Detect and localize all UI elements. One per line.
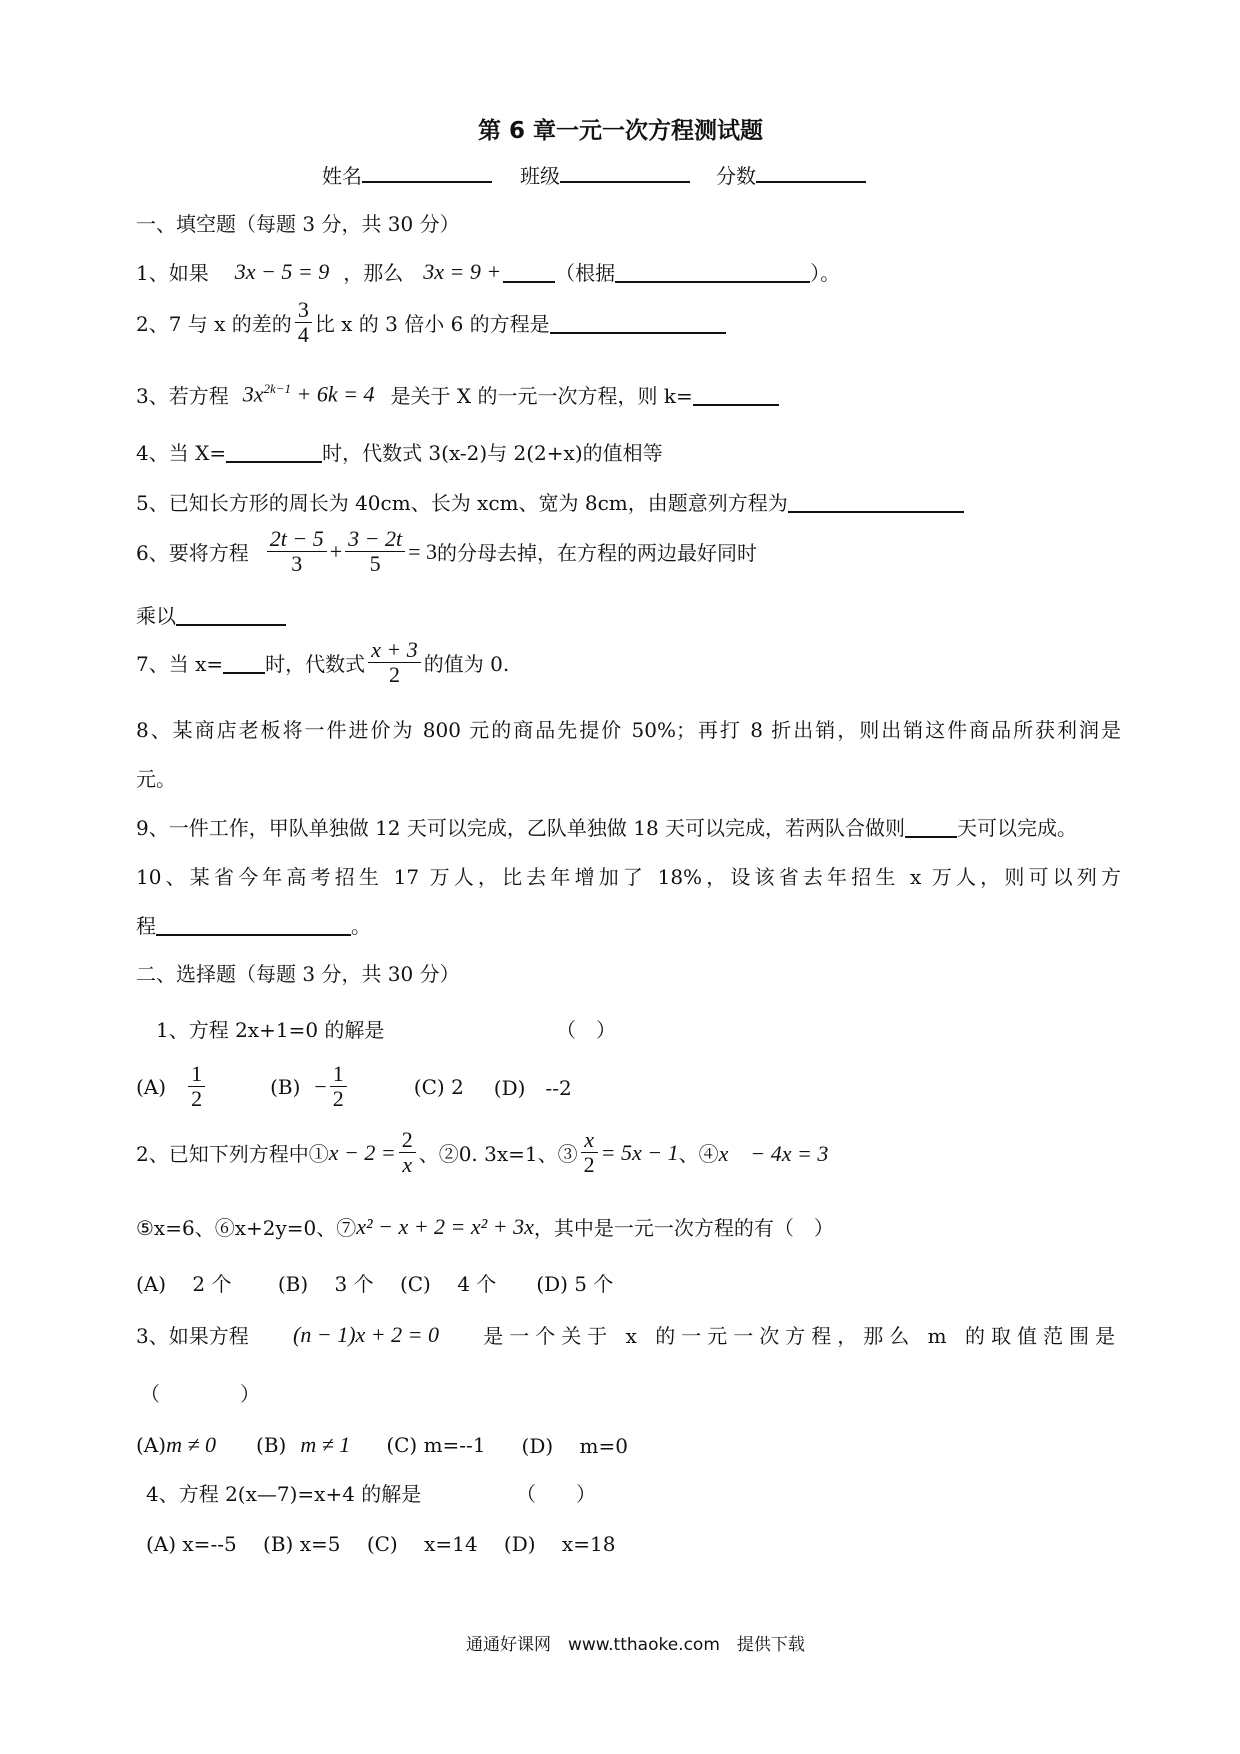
class-field[interactable] — [520, 160, 690, 189]
c3-option-c[interactable]: (C) m=--1 — [386, 1432, 486, 1457]
q3-equation — [243, 381, 375, 407]
c2-equation-7: x² − x + 2 = x² + 3x — [356, 1213, 534, 1239]
q2-text-b: 比 x 的 3 倍小 6 的方程是 — [314, 312, 550, 336]
q7-fraction — [368, 638, 421, 687]
c3-option-a-eq: m ≠ 0 — [166, 1431, 217, 1457]
q7-text-c: 的值为 0. — [423, 652, 510, 676]
fill-question-3 — [136, 380, 779, 409]
q3-eq-exponent: 2k−1 — [263, 381, 292, 397]
name-blank[interactable] — [362, 161, 492, 183]
choice-question-2-options[interactable]: (A) 2 个 (B) 3 个 (C) 4 个 (D) 5 个 — [136, 1272, 614, 1296]
choice-question-4-options[interactable]: (A) x=--5 (B) x=5 (C) x=14 (D) x=18 — [146, 1532, 616, 1556]
q6-fraction-1-numerator: 2t − 5 — [267, 527, 327, 552]
q7-fraction-numerator: x + 3 — [368, 638, 421, 663]
choice-question-1-answer-paren[interactable]: （ ） — [556, 1018, 616, 1042]
q6-fraction-1-denominator: 3 — [291, 551, 303, 576]
choice-question-2 — [136, 1128, 828, 1177]
page-title: 第 6 章一元一次方程测试题 — [478, 118, 764, 144]
c2-text-c: 、④ — [678, 1142, 719, 1166]
c3-text-b: 是一个关于 x 的一元一次方程，那么 m 的取值范围是 — [483, 1324, 1121, 1348]
choice-question-3-options — [136, 1430, 628, 1459]
c2-eq3-denominator: 2 — [583, 1152, 595, 1177]
fill-question-2 — [136, 298, 726, 347]
section2-heading: 二、选择题（每题 3 分，共 30 分） — [136, 962, 460, 986]
c2-text-b: 、②0. 3x=1、③ — [418, 1142, 578, 1166]
c1-option-c[interactable]: (C) 2 — [413, 1074, 464, 1099]
choice-question-3 — [136, 1320, 1121, 1349]
c2-text-a: 2、已知下列方程中① — [136, 1142, 329, 1166]
q5-blank[interactable] — [788, 491, 964, 513]
c3-option-a-label[interactable]: (A) — [136, 1432, 167, 1457]
q6-plus: + — [329, 538, 343, 564]
c2-eq1-denominator: x — [402, 1152, 413, 1177]
fill-question-6-continued — [136, 600, 286, 629]
q7-fraction-denominator: 2 — [388, 662, 400, 687]
q10-text-b: 程 — [136, 914, 156, 938]
name-field[interactable] — [322, 160, 492, 189]
q10-blank[interactable] — [156, 914, 351, 936]
fill-question-6 — [136, 527, 757, 576]
c3-option-b-label[interactable]: (B) — [256, 1432, 287, 1457]
c3-option-d[interactable]: (D) m=0 — [521, 1434, 628, 1458]
q1-text-a: 1、如果 — [136, 261, 209, 285]
c2-equation-3-fraction — [581, 1128, 598, 1177]
c1-option-a-numerator: 1 — [188, 1062, 205, 1087]
q3-eq-rest: + 6k = 4 — [296, 381, 375, 407]
choice-question-4-answer-paren[interactable]: （ ） — [516, 1482, 596, 1506]
name-label: 姓名 — [322, 164, 362, 188]
score-blank[interactable] — [756, 161, 866, 183]
fill-question-9 — [136, 812, 1077, 841]
c1-option-b-label[interactable]: (B) — [270, 1074, 301, 1099]
q3-eq-base: 3x — [242, 381, 264, 407]
q6-text-a: 6、要将方程 — [136, 541, 249, 565]
c3-option-b-eq: m ≠ 1 — [300, 1431, 351, 1457]
fill-question-10-continued — [136, 910, 371, 939]
q9-text-a: 9、一件工作，甲队单独做 12 天可以完成，乙队单独做 18 天可以完成，若两队合做则 — [136, 816, 906, 840]
class-label: 班级 — [520, 164, 560, 188]
choice-question-1-options — [136, 1062, 572, 1111]
choice-question-4: 4、方程 2(x—7)=x+4 的解是 — [146, 1482, 422, 1506]
fill-question-5 — [136, 487, 964, 516]
choice-question-1: 1、方程 2x+1=0 的解是 — [156, 1018, 385, 1042]
q1-blank-2[interactable] — [615, 261, 810, 283]
c1-option-a-fraction — [188, 1062, 205, 1111]
q6-fraction-2 — [345, 527, 405, 576]
q7-text-b: 时，代数式 — [265, 652, 366, 676]
c2-equation-1-fraction — [399, 1128, 416, 1177]
c1-option-b-denominator: 2 — [332, 1086, 344, 1111]
c2-equation-1: x − 2 = — [328, 1139, 396, 1165]
fill-question-7 — [136, 638, 509, 687]
q7-text-a: 7、当 x= — [136, 652, 224, 676]
c2-equation-3-rest: = 5x − 1 — [600, 1139, 679, 1165]
q1-equation-2: 3x = 9 + — [423, 258, 502, 284]
q3-text-b: 是关于 X 的一元一次方程，则 k= — [390, 384, 693, 408]
q3-blank[interactable] — [693, 384, 779, 406]
q6-fraction-2-numerator: 3 − 2t — [345, 527, 405, 552]
fill-question-1 — [136, 257, 840, 286]
c1-option-b-sign: − — [314, 1073, 327, 1099]
footer-credit: 通通好课网 www.tthaoke.com 提供下载 — [466, 1635, 805, 1655]
c2-line2-text-a: ⑤x=6、⑥x+2y=0、⑦ — [136, 1216, 357, 1240]
q2-fraction-denominator: 4 — [297, 322, 309, 347]
q6-fraction-1 — [267, 527, 327, 576]
score-label: 分数 — [716, 164, 756, 188]
c1-option-a-denominator: 2 — [191, 1086, 203, 1111]
q1-text-b: ，那么 — [343, 261, 404, 285]
c1-option-d[interactable]: (D) --2 — [493, 1076, 572, 1100]
section1-heading: 一、填空题（每题 3 分，共 30 分） — [136, 212, 460, 236]
choice-question-2-continued — [136, 1212, 834, 1241]
c2-eq1-numerator: 2 — [399, 1128, 416, 1153]
q2-blank[interactable] — [550, 312, 726, 334]
c1-option-a-label[interactable]: (A) — [136, 1074, 167, 1099]
q5-text-a: 5、已知长方形的周长为 40cm、长为 xcm、宽为 8cm，由题意列方程为 — [136, 491, 788, 515]
q1-text-c: （根据 — [555, 261, 616, 285]
q4-text-b: 时，代数式 3(x-2)与 2(2+x)的值相等 — [322, 441, 663, 465]
q6-blank[interactable] — [176, 604, 286, 626]
c2-equation-4: x − 4x = 3 — [718, 1141, 829, 1166]
c1-option-b-numerator: 1 — [330, 1062, 347, 1087]
q4-blank[interactable] — [226, 441, 322, 463]
score-field[interactable] — [716, 160, 866, 189]
q9-text-b: 天可以完成。 — [957, 816, 1078, 840]
choice-question-3-answer-paren[interactable]: （ ） — [140, 1382, 260, 1406]
fill-question-10: 10、某省今年高考招生 17 万人，比去年增加了 18%，设该省去年招生 x 万人，则可以列方 — [136, 865, 1121, 889]
q7-blank[interactable] — [223, 652, 265, 674]
c1-option-b-fraction — [330, 1062, 347, 1111]
q2-fraction-numerator: 3 — [295, 298, 312, 323]
q2-text-a: 2、7 与 x 的差的 — [136, 312, 292, 336]
q1-equation-1: 3x − 5 = 9 — [234, 258, 330, 284]
c3-text-a: 3、如果方程 — [136, 1324, 249, 1348]
class-blank[interactable] — [560, 161, 690, 183]
q6-text-c: 乘以 — [136, 604, 176, 628]
fill-question-8-continued: 元。 — [136, 767, 176, 791]
q3-text-a: 3、若方程 — [136, 384, 229, 408]
q6-text-b: 的分母去掉，在方程的两边最好同时 — [437, 541, 758, 565]
c2-line2-text-b: ，其中是一元一次方程的有（ ） — [533, 1216, 834, 1240]
q2-fraction — [295, 298, 312, 347]
q10-text-c: 。 — [351, 914, 371, 938]
q6-equals: = 3 — [408, 538, 438, 564]
c2-eq3-numerator: x — [581, 1128, 598, 1153]
q1-text-d: ）。 — [810, 261, 841, 285]
q6-fraction-2-denominator: 5 — [369, 551, 381, 576]
fill-question-4 — [136, 437, 663, 466]
q4-text-a: 4、当 X= — [136, 441, 227, 465]
c3-equation: (n − 1)x + 2 = 0 — [293, 1321, 439, 1347]
fill-question-8: 8、某商店老板将一件进价为 800 元的商品先提价 50%；再打 8 折出销，则出销这件商品所获利润是 — [136, 718, 1121, 742]
q1-blank-1[interactable] — [503, 261, 555, 283]
q9-blank[interactable] — [905, 816, 957, 838]
